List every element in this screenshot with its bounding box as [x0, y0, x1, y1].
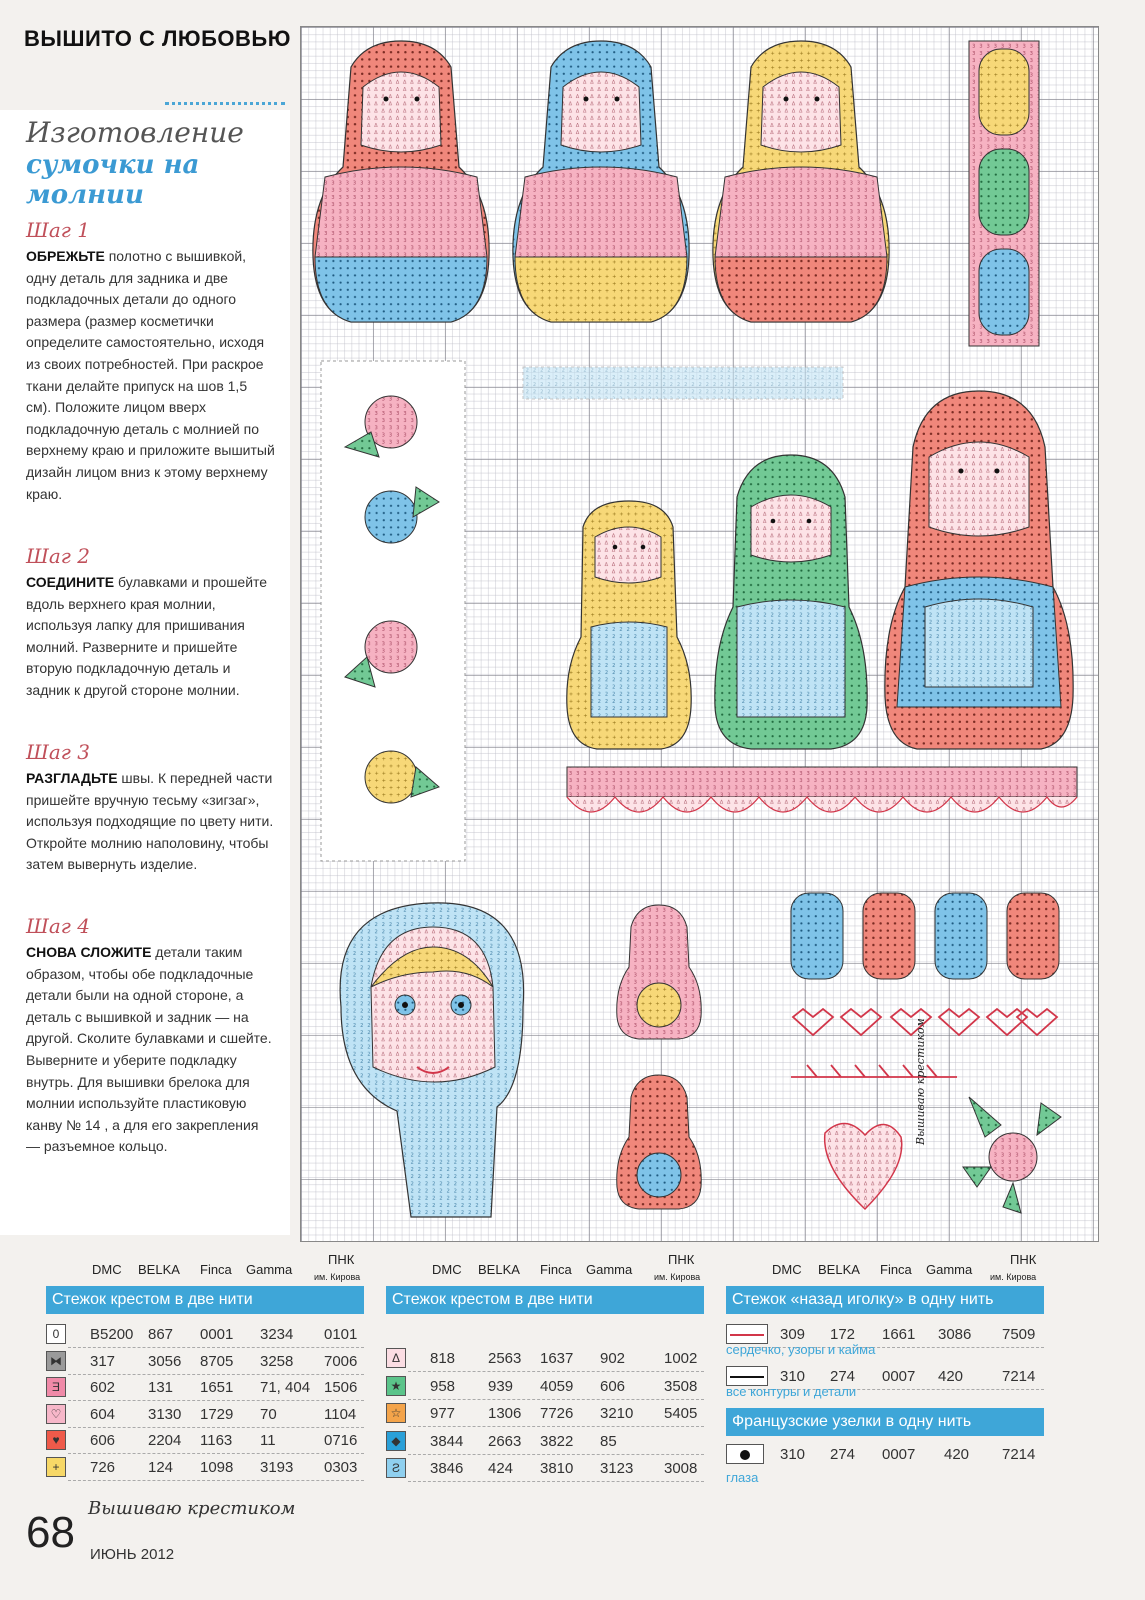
- doll-red: [313, 41, 489, 322]
- symbol-swatch-icon: Δ: [386, 1348, 406, 1368]
- step-1: [26, 218, 276, 505]
- dotted-border: [523, 367, 843, 399]
- step-heading: Шаг 2: [26, 544, 90, 568]
- cross-stitch-chart: [300, 26, 1099, 1242]
- thread-legend: DMC BELKA Finca Gamma ПНК им. Кирова Стежок крестом в две нити 0 B5200 867 0001 3234 0101 ⧓ 317 3056 8705 3258 7006 Ǝ 602 131 1651 71, 404 1506 ♡ 604 3130 1729 70 1104 ♥ 606 2204 1163 11 0716 + 726 124 1098 3193 0303 DMC BELKA Finca Gamma ПНК им. Кирова Стежок крестом в две нити Δ 818 2563 1637 902 1002 ★ 958 939 4059 606 3508 ☆ 977 1306 7726 3210 5405 ◆ 3844 2663 3822 85 Ƨ 3846 424 3810 3123 3008 DMC BELKA Finca Gamma ПНК им. Кирова Стежок «назад иголку» в одну нить 309 172 1661 3086 7509 сердечко, узоры и кайма 310 274 0007 420 7214 все контуры и детали Французские узелки в одну нить 310 274 0007 420 7214 глаза: [0, 1248, 1145, 1498]
- heart-motif: [825, 1123, 902, 1209]
- legend-row: ⧓ 317 3056 8705 3258 7006: [46, 1349, 364, 1375]
- page-number: 68: [26, 1508, 75, 1557]
- issue-date: ИЮНЬ 2012: [90, 1546, 175, 1563]
- doll-small-yellow: [567, 501, 691, 749]
- mini-dolls-row: [791, 893, 1059, 979]
- chart-signature-logo: Вышиваю крестиком: [914, 1018, 927, 1145]
- step-heading: Шаг 4: [26, 914, 90, 938]
- symbol-swatch-icon: 0: [46, 1324, 66, 1344]
- symbol-swatch-icon: ♡: [46, 1404, 66, 1424]
- section-header: ВЫШИТО С ЛЮБОВЬЮ: [24, 26, 291, 51]
- legend-row-knot: 310 274 0007 420 7214: [726, 1442, 1044, 1468]
- legend-row: 310 274 0007 420 7214: [726, 1364, 1044, 1390]
- symbol-swatch-icon: ◆: [386, 1431, 406, 1451]
- legend-row: 309 172 1661 3086 7509: [726, 1322, 1044, 1348]
- symbol-swatch-icon: +: [46, 1457, 66, 1477]
- corner-flower: [963, 1097, 1061, 1213]
- lace-border: [567, 767, 1077, 812]
- symbol-swatch-icon: ♥: [46, 1430, 66, 1450]
- step-text: РАЗГЛАДЬТЕ швы. К передней части пришейте вручную тесьму «зигзаг», используя подходящие по цвету нити. Откройте молнию наполовину, чтобы затем вывернуть изделие.: [26, 770, 274, 873]
- legend-bar: Стежок крестом в две нити: [46, 1286, 364, 1314]
- step-heading: Шаг 1: [26, 218, 90, 242]
- knot-note: глаза: [726, 1470, 759, 1485]
- backstitch-line-icon: [726, 1324, 768, 1344]
- symbol-swatch-icon: ⧓: [46, 1351, 66, 1371]
- chart-drawing: [301, 27, 1098, 1241]
- legend-row: ♥ 606 2204 1163 11 0716: [46, 1428, 364, 1454]
- backstitch-line-icon: [726, 1366, 768, 1386]
- legend-bar-knots: Французские узелки в одну нить: [726, 1408, 1044, 1436]
- step-text: ОБРЕЖЬТЕ полотно с вышивкой, одну деталь для задника и две подкладочных детали до одного размера (размер косметички определите самостоятельно, исходя из своих потребностей. При раскрое ткани делайте припуск на шов 1,5 см). Положите лицом вверх подкладочную деталь с молнией по верхнему краю и приложите вышитый дизайн лицом вниз к этому верхнему краю.: [26, 248, 275, 502]
- legend-row: ◆ 3844 2663 3822 85: [386, 1429, 704, 1455]
- symbol-swatch-icon: ★: [386, 1376, 406, 1396]
- big-face: [340, 903, 524, 1217]
- backstitch-note: все контуры и детали: [726, 1384, 857, 1399]
- doll-tiny-2: [617, 1075, 702, 1209]
- step-2: [26, 544, 276, 702]
- backstitch-note: сердечко, узоры и кайма: [726, 1342, 876, 1357]
- legend-row: + 726 124 1098 3193 0303: [46, 1455, 364, 1481]
- doll-large-red: [885, 391, 1073, 749]
- flower-border: [321, 361, 465, 861]
- article-title: Изготовление: [26, 116, 244, 149]
- step-3: [26, 740, 276, 876]
- legend-row: Δ 818 2563 1637 902 1002: [386, 1346, 704, 1372]
- symbol-swatch-icon: Ƨ: [386, 1458, 406, 1478]
- knot-swatch-icon: [726, 1444, 764, 1464]
- legend-bar: Стежок «назад иголку» в одну нить: [726, 1286, 1044, 1314]
- symbol-swatch-icon: Ǝ: [46, 1377, 66, 1397]
- doll-column-border: [969, 41, 1039, 346]
- doll-tiny-1: [617, 905, 702, 1039]
- legend-bar: Стежок крестом в две нити: [386, 1286, 704, 1314]
- step-4: [26, 914, 276, 1158]
- doll-yellow: [713, 41, 889, 322]
- article-subtitle: сумочки на молнии: [26, 150, 200, 210]
- legend-row: ☆ 977 1306 7726 3210 5405: [386, 1401, 704, 1427]
- legend-row: ★ 958 939 4059 606 3508: [386, 1374, 704, 1400]
- step-heading: Шаг 3: [26, 740, 90, 764]
- doll-medium-green: [715, 455, 867, 749]
- legend-row: Ƨ 3846 424 3810 3123 3008: [386, 1456, 704, 1482]
- magazine-logo: Вышиваю крестиком: [88, 1498, 296, 1519]
- step-text: СОЕДИНИТЕ булавками и прошейте вдоль верхнего края молнии, используя лапку для пришивания молний. Разверните и пришейте вторую подкладочную деталь и задник к другой стороне молнии.: [26, 574, 268, 698]
- symbol-swatch-icon: ☆: [386, 1403, 406, 1423]
- legend-row: Ǝ 602 131 1651 71, 404 1506: [46, 1375, 364, 1401]
- header-divider: [165, 102, 285, 105]
- legend-row: 0 B5200 867 0001 3234 0101: [46, 1322, 364, 1348]
- legend-row: ♡ 604 3130 1729 70 1104: [46, 1402, 364, 1428]
- step-text: СНОВА СЛОЖИТЕ детали таким образом, чтобы обе подкладочные детали были на одной стороне, а деталь с вышивкой и задник — на другой. Сколите булавками и сшейте. Выверните и уберите подкладку внутрь. Для вышивки брелока для молнии используйте пластиковую канву № 14 , а для его закрепления — разъемное кольцо.: [26, 944, 272, 1155]
- doll-blue: [513, 41, 689, 322]
